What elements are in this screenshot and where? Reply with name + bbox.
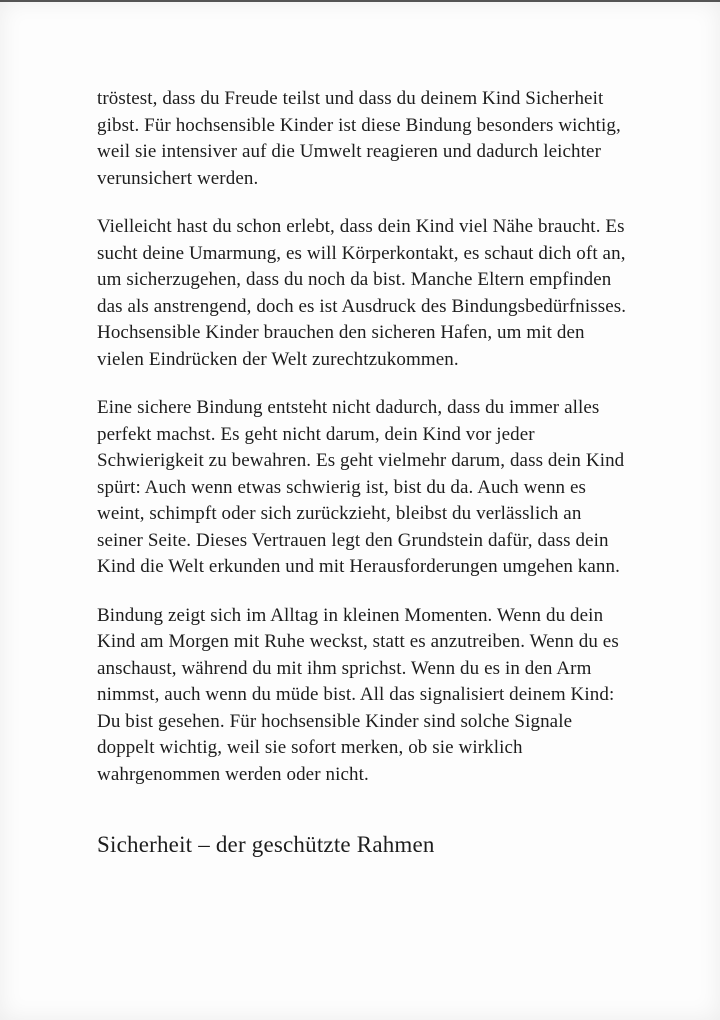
body-paragraph-3: Eine sichere Bindung entsteht nicht dadurch, dass du immer alles perfekt machst. Es geht nicht darum, dein Kind vor jeder Schwierigkeit zu bewahren. Es geht vielmehr darum, dass dein Kind spürt: Auch wenn etwas schwierig ist, bist du da. Auch wenn es weint, schimpft oder sich zurückzieht, bleibst du verlässlich an seiner Seite. Dieses Vertrauen legt den Grundstein dafür, dass dein Kind die Welt erkunden und mit Herausforderungen umgehen kann.	[97, 397, 625, 577]
page-body	[97, 86, 627, 788]
section-heading: Sicherheit – der geschützte Rahmen	[97, 832, 435, 857]
body-paragraph-4: Bindung zeigt sich im Alltag in kleinen Momenten. Wenn du dein Kind am Morgen mit Ruhe weckst, statt es anzutreiben. Wenn du es anschaust, während du mit ihm sprichst. Wenn du es in den Arm nimmst, auch wenn du müde bist. All das signalisiert deinem Kind: Du bist gesehen. Für hochsensible Kinder sind solche Signale doppelt wichtig, weil sie sofort merken, ob sie wirklich wahrgenommen werden oder nicht.	[97, 604, 619, 785]
body-paragraph-1: tröstest, dass du Freude teilst und dass du deinem Kind Sicherheit gibst. Für hochsensible Kinder ist diese Bindung besonders wichtig, weil sie intensiver auf die Umwelt reagieren und dadurch leichter verunsichert werden.	[97, 88, 621, 189]
body-paragraph-2: Vielleicht hast du schon erlebt, dass dein Kind viel Nähe braucht. Es sucht deine Umarmung, es will Körperkontakt, es schaut dich oft an, um sicherzugehen, dass du noch da bist. Manche Eltern empfinden das als anstrengend, doch es ist Ausdruck des Bindungsbedürfnisses. Hochsensible Kinder brauchen den sicheren Hafen, um mit den vielen Eindrücken der Welt zurechtzukommen.	[97, 216, 627, 370]
